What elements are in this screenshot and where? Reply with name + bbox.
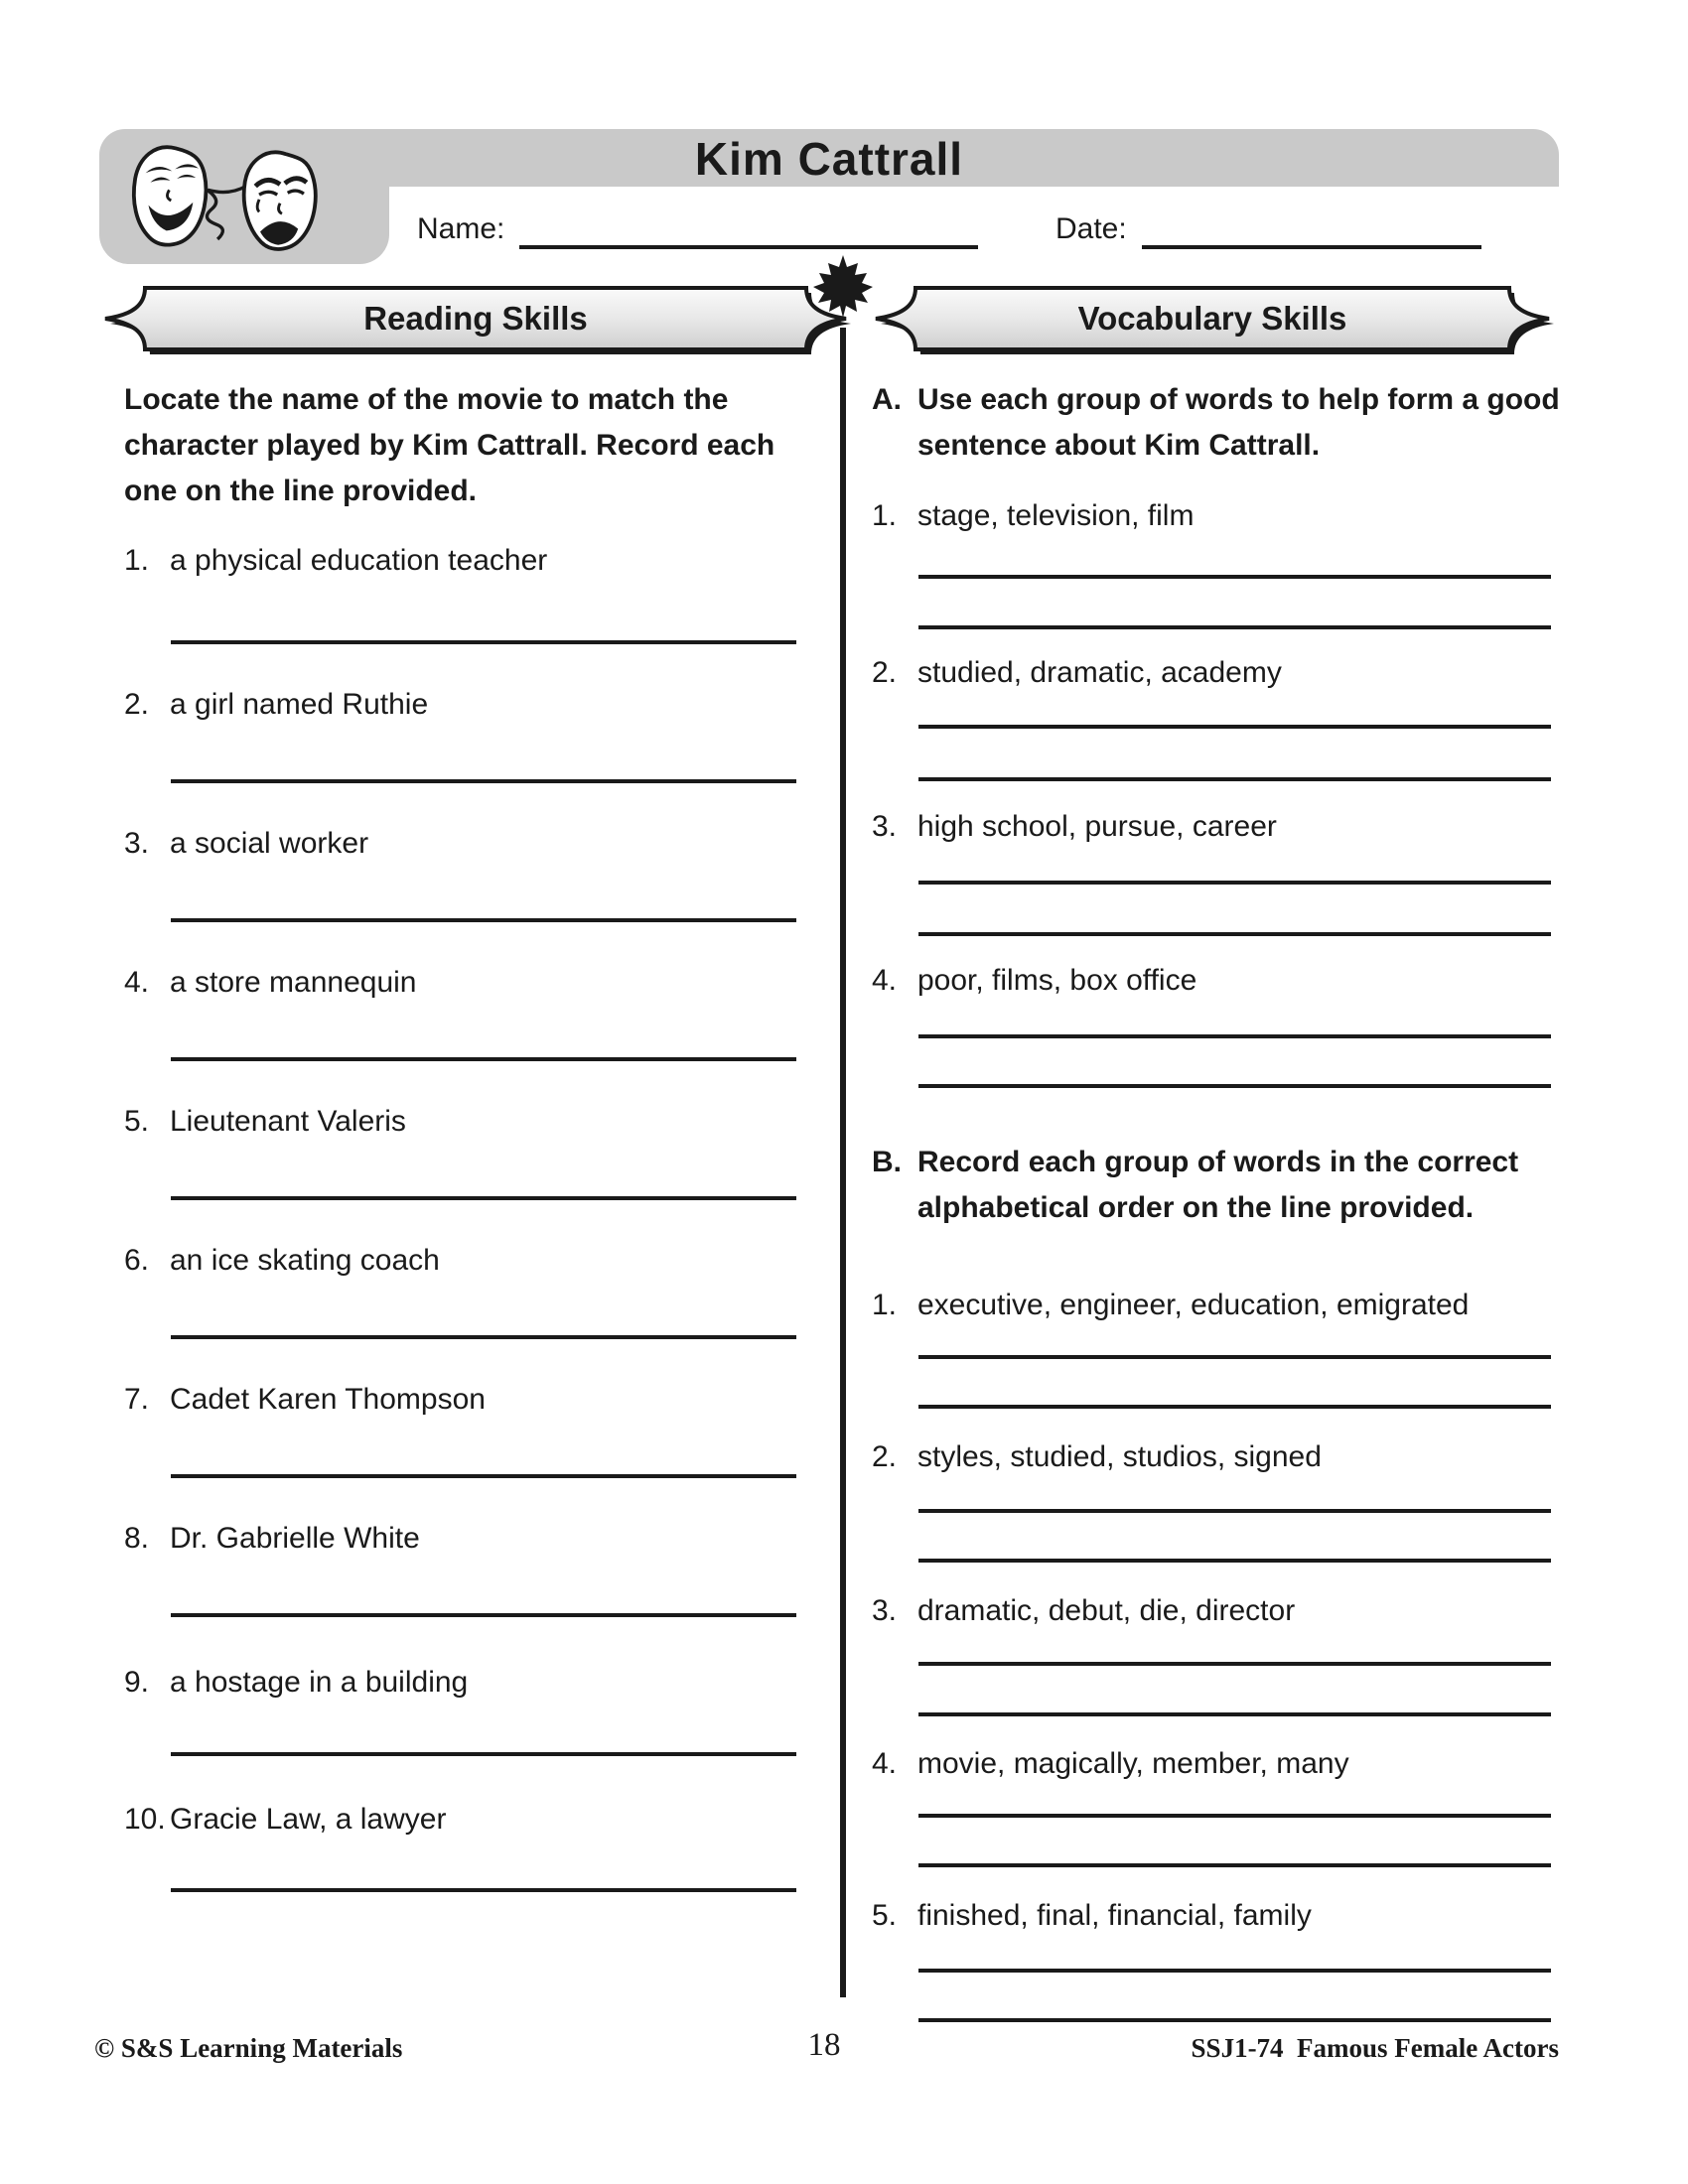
answer-line[interactable] [918, 1355, 1551, 1359]
item-text: styles, studied, studios, signed [917, 1440, 1322, 1473]
item-text: Lieutenant Valeris [170, 1105, 406, 1138]
answer-line[interactable] [918, 1662, 1551, 1666]
item-number: 5. [872, 1899, 898, 1932]
item-text: Dr. Gabrielle White [170, 1522, 420, 1555]
answer-line[interactable] [918, 625, 1551, 629]
answer-line[interactable] [171, 1613, 796, 1617]
vocab-b-question-3 [872, 1591, 1567, 1631]
item-text: Gracie Law, a lawyer [170, 1803, 447, 1836]
reading-question-3 [124, 824, 819, 864]
item-number: 1. [872, 1289, 898, 1321]
vocab-a-question-4 [872, 961, 1567, 1001]
answer-line[interactable] [918, 575, 1551, 579]
item-number: 4. [872, 1747, 898, 1780]
date-label: Date: [1055, 212, 1127, 245]
answer-line[interactable] [171, 1196, 796, 1200]
answer-line[interactable] [918, 1814, 1551, 1818]
reading-instructions: Locate the name of the movie to match the character played by Kim Cattrall. Record each one on the line provided. [124, 383, 775, 507]
item-number: 1. [872, 499, 898, 532]
answer-line[interactable] [918, 1969, 1551, 1973]
reading-question-8 [124, 1519, 819, 1559]
item-number: 3. [872, 1594, 898, 1627]
vocab-b-question-1 [872, 1286, 1567, 1325]
item-text: high school, pursue, career [917, 810, 1277, 843]
part-a-label: A. [872, 383, 902, 416]
part-b-label: B. [872, 1146, 902, 1178]
answer-line[interactable] [918, 1509, 1551, 1513]
vocab-b-question-4 [872, 1744, 1567, 1784]
item-text: a physical education teacher [170, 544, 548, 577]
vocabulary-skills-banner [874, 276, 1557, 361]
answer-line[interactable] [918, 2018, 1551, 2022]
reading-question-10 [124, 1800, 819, 1840]
answer-line[interactable] [918, 932, 1551, 936]
item-text: an ice skating coach [170, 1244, 440, 1277]
answer-line[interactable] [171, 1474, 796, 1478]
item-text: movie, magically, member, many [917, 1747, 1349, 1780]
item-text: finished, final, financial, family [917, 1899, 1312, 1932]
footer-code: SSJ1-74 Famous Female Actors [1191, 2033, 1559, 2063]
item-number: 10. [124, 1803, 166, 1836]
page-title: Kim Cattrall [694, 133, 964, 185]
item-text: executive, engineer, education, emigrated [917, 1289, 1470, 1321]
item-text: studied, dramatic, academy [917, 656, 1282, 689]
vocab-b-question-2 [872, 1437, 1567, 1477]
answer-line[interactable] [918, 1034, 1551, 1038]
vocabulary-banner-label: Vocabulary Skills [1077, 300, 1347, 337]
maple-leaf-icon [808, 252, 878, 322]
item-number: 8. [124, 1522, 150, 1555]
item-number: 4. [124, 966, 150, 999]
part-b-heading [872, 1140, 1567, 1231]
name-label: Name: [417, 212, 505, 245]
vocab-a-question-3 [872, 807, 1567, 847]
reading-question-2 [124, 685, 819, 725]
vocab-a-question-1 [872, 496, 1567, 536]
answer-line[interactable] [171, 918, 796, 922]
footer-page-number: 18 [807, 2027, 841, 2063]
item-text: a store mannequin [170, 966, 417, 999]
reading-question-4 [124, 963, 819, 1003]
item-number: 3. [872, 810, 898, 843]
reading-question-1 [124, 541, 819, 581]
reading-question-5 [124, 1102, 819, 1142]
item-number: 2. [872, 656, 898, 689]
item-number: 5. [124, 1105, 150, 1138]
reading-banner-label: Reading Skills [363, 300, 588, 337]
item-number: 7. [124, 1383, 150, 1416]
answer-line[interactable] [171, 1888, 796, 1892]
part-a-heading [872, 377, 1567, 469]
answer-line[interactable] [918, 1863, 1551, 1867]
mask-strings [205, 187, 246, 239]
answer-line[interactable] [918, 1712, 1551, 1716]
answer-line[interactable] [918, 1559, 1551, 1563]
answer-line[interactable] [918, 777, 1551, 781]
item-text: poor, films, box office [917, 964, 1197, 997]
answer-line[interactable] [171, 1335, 796, 1339]
date-input-line[interactable] [1142, 245, 1481, 249]
part-a-instructions: Use each group of words to help form a good sentence about Kim Cattrall. [917, 383, 1560, 462]
vocab-b-question-5 [872, 1896, 1567, 1936]
item-number: 3. [124, 827, 150, 860]
item-number: 4. [872, 964, 898, 997]
item-text: a social worker [170, 827, 369, 860]
answer-line[interactable] [918, 881, 1551, 885]
item-text: a hostage in a building [170, 1666, 469, 1699]
item-number: 1. [124, 544, 150, 577]
answer-line[interactable] [171, 779, 796, 783]
reading-skills-banner [103, 276, 854, 361]
item-number: 2. [872, 1440, 898, 1473]
answer-line[interactable] [918, 725, 1551, 729]
answer-line[interactable] [171, 640, 796, 644]
reading-question-7 [124, 1380, 819, 1420]
answer-line[interactable] [918, 1405, 1551, 1409]
answer-line[interactable] [918, 1084, 1551, 1088]
item-text: a girl named Ruthie [170, 688, 429, 721]
item-number: 6. [124, 1244, 150, 1277]
reading-question-9 [124, 1663, 819, 1703]
item-number: 2. [124, 688, 150, 721]
footer-copyright: © S&S Learning Materials [94, 2033, 403, 2063]
vocab-a-question-2 [872, 653, 1567, 693]
item-text: dramatic, debut, die, director [917, 1594, 1296, 1627]
answer-line[interactable] [171, 1057, 796, 1061]
item-number: 9. [124, 1666, 150, 1699]
item-text: Cadet Karen Thompson [170, 1383, 486, 1416]
part-b-instructions: Record each group of words in the correct alphabetical order on the line provided. [917, 1146, 1519, 1224]
item-text: stage, television, film [917, 499, 1195, 532]
name-input-line[interactable] [519, 245, 978, 249]
column-divider [840, 328, 846, 1997]
reading-question-6 [124, 1241, 819, 1281]
answer-line[interactable] [171, 1752, 796, 1756]
